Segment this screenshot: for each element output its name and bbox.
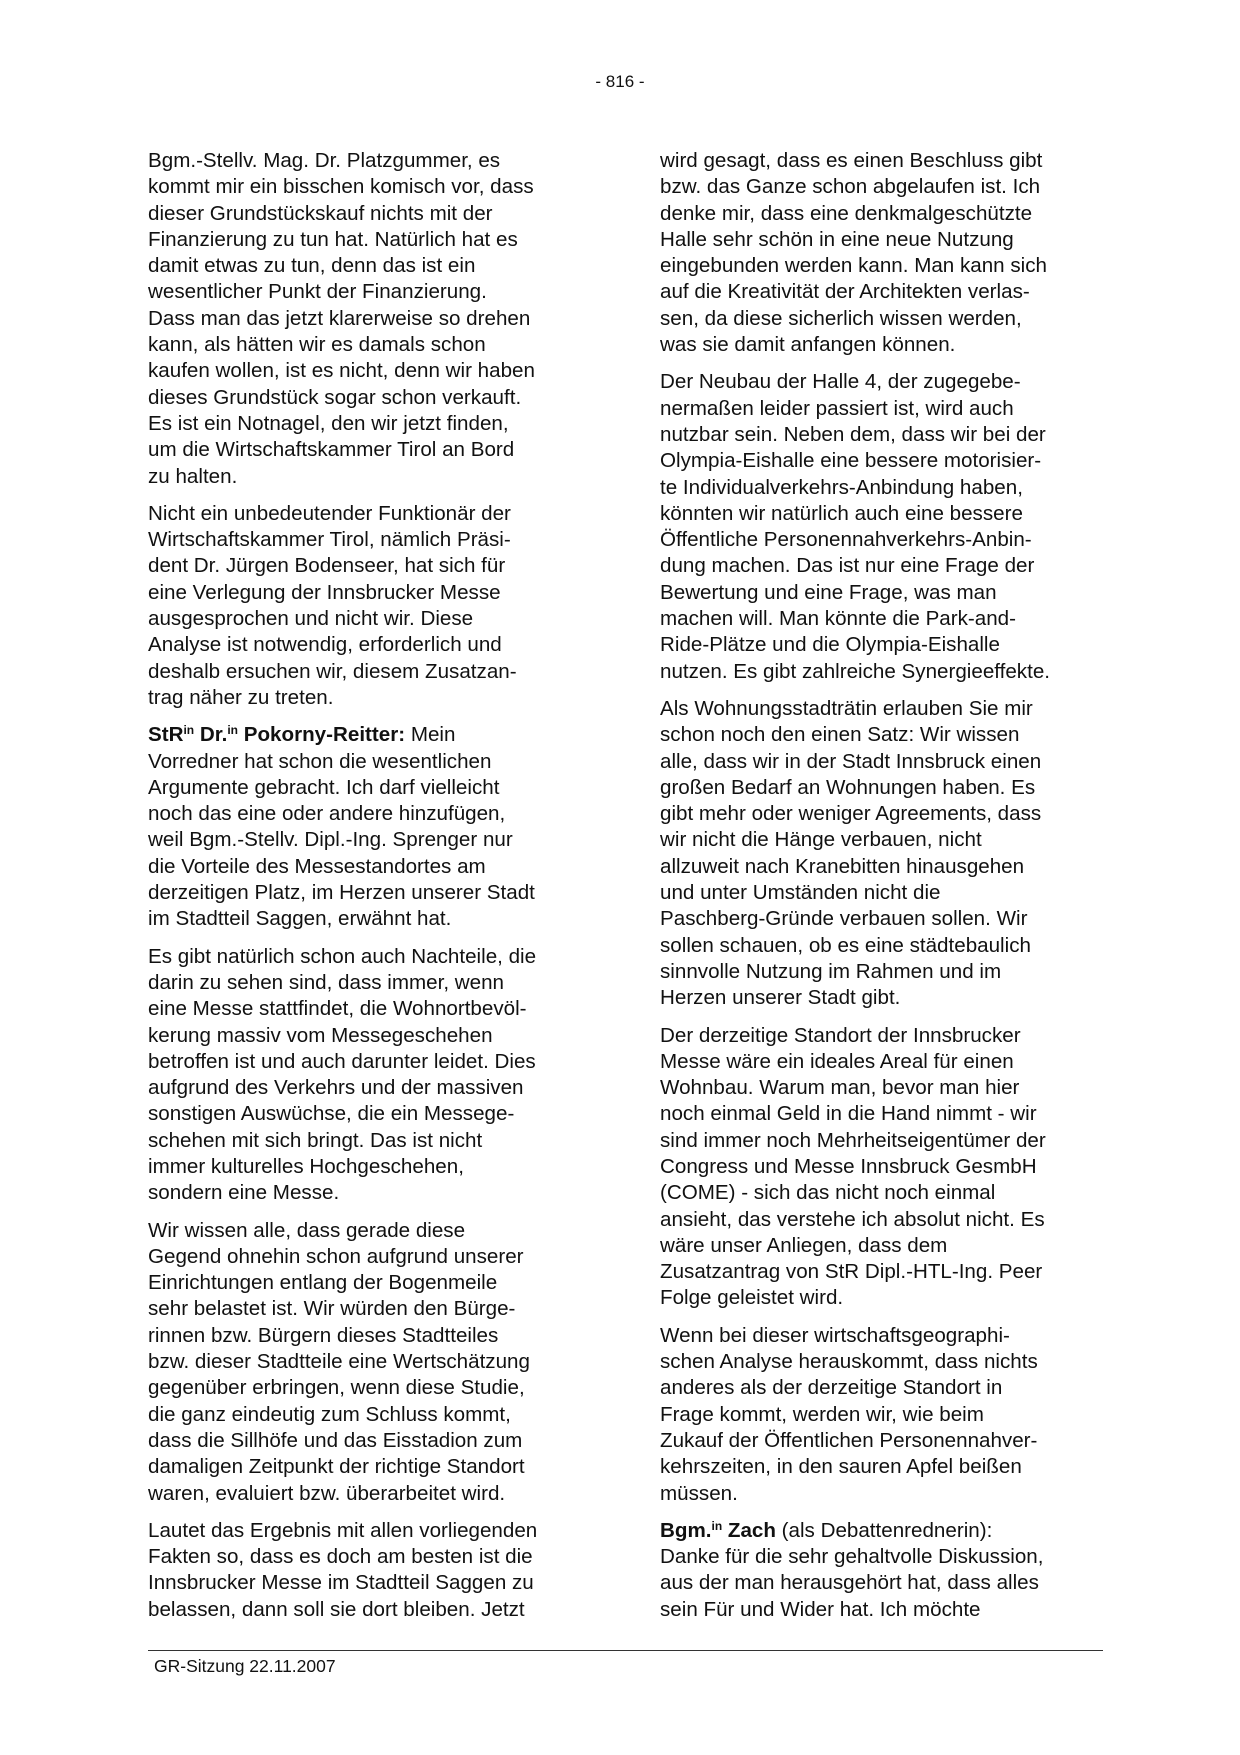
text-line: damaligen Zeitpunkt der richtige Standort [148, 1455, 525, 1479]
text-line: sein Für und Wider hat. Ich möchte [660, 1597, 981, 1621]
text-line: Gegend ohnehin schon aufgrund unserer [148, 1244, 524, 1268]
text-line: Es ist ein Notnagel, den wir jetzt finden, [148, 411, 509, 435]
text-line: noch das eine oder andere hinzufügen, [148, 802, 506, 826]
text-line: denke mir, dass eine denkmalgeschützte [660, 201, 1033, 225]
text-line: Lautet das Ergebnis mit allen vorliegenden [148, 1518, 538, 1542]
text-line: kommt mir ein bisschen komisch vor, dass [148, 175, 534, 199]
text-line: ansieht, das verstehe ich absolut nicht. Es [660, 1207, 1045, 1231]
text-line: Olympia-Eishalle eine bessere motorisier- [660, 449, 1042, 473]
text-line: und unter Umständen nicht die [660, 881, 941, 905]
speaker-name: StR$^{in}$ Dr.$^{in}$ Pokorny-Reitter: [148, 723, 406, 747]
page-number: - 816 - [595, 72, 645, 91]
text-line: machen will. Man könnte die Park-and- [660, 607, 1016, 631]
text-line: damit etwas zu tun, denn das ist ein [148, 254, 476, 278]
text-line: belassen, dann soll sie dort bleiben. Jetzt [148, 1597, 525, 1621]
paragraph [148, 1518, 588, 1623]
paragraph [148, 501, 588, 711]
speaker-line: StR$^{in}$ Dr.$^{in}$ Pokorny-Reitter: Mein [148, 723, 456, 747]
text-line: te Individualverkehrs-Anbindung haben, [660, 475, 1023, 499]
speaker-line: Bgm.$^{in}$ Zach (als Debattenrednerin): [660, 1518, 993, 1542]
text-line: Ride-Plätze und die Olympia-Eishalle [660, 633, 1000, 657]
text-line: Bewertung und eine Frage, was man [660, 580, 997, 604]
text-line: sind immer noch Mehrheitseigentümer der [660, 1128, 1046, 1152]
paragraph [660, 696, 1100, 1012]
text-line: sonstigen Auswüchse, die ein Messege- [148, 1102, 515, 1126]
footer-divider [148, 1650, 1103, 1651]
text-line: wir nicht die Hänge verbauen, nicht [660, 828, 982, 852]
text-line: wird gesagt, dass es einen Beschluss gibt [660, 149, 1043, 172]
text-line: sehr belastet ist. Wir würden den Bürge- [148, 1297, 516, 1321]
text-line: Analyse ist notwendig, erforderlich und [148, 633, 502, 657]
text-line: ausgesprochen und nicht wir. Diese [148, 607, 474, 631]
text-line: kehrszeiten, in den sauren Apfel beißen [660, 1455, 1022, 1479]
text-line: Zukauf der Öffentlichen Personennahver- [660, 1428, 1038, 1452]
text-line: gibt mehr oder weniger Agreements, dass [660, 802, 1042, 826]
text-line: im Stadtteil Saggen, erwähnt hat. [148, 907, 452, 931]
text-line: Der derzeitige Standort der Innsbrucker [660, 1023, 1021, 1047]
text-line: eine Messe stattfindet, die Wohnortbevöl- [148, 997, 527, 1021]
text-line: Danke für die sehr gehaltvolle Diskussion, [660, 1545, 1044, 1569]
text-line: nutzbar sein. Neben dem, dass wir bei der [660, 422, 1046, 446]
paragraph [148, 1218, 588, 1507]
text-line: darin zu sehen sind, dass immer, wenn [148, 970, 504, 994]
text-line: Fakten so, dass es doch am besten ist die [148, 1545, 533, 1569]
text-line: nermaßen leider passiert ist, wird auch [660, 396, 1014, 420]
text-line: sen, da diese sicherlich wissen werden, [660, 306, 1022, 330]
text-line: alle, dass wir in der Stadt Innsbruck einen [660, 749, 1042, 773]
text-line: dieses Grundstück sogar schon verkauft. [148, 385, 522, 409]
text-line: Zusatzantrag von StR Dipl.-HTL-Ing. Peer [660, 1260, 1043, 1284]
text-line: schehen mit sich bringt. Das ist nicht [148, 1128, 483, 1152]
text-line: dieser Grundstückskauf nichts mit der [148, 201, 493, 225]
text-line: betroffen ist und auch darunter leidet. Dies [148, 1049, 536, 1073]
right-column [660, 148, 1100, 1634]
text-line: wesentlicher Punkt der Finanzierung. [148, 280, 487, 304]
text-line: eingebunden werden kann. Man kann sich [660, 254, 1047, 278]
text-line: Öffentliche Personennahverkehrs-Anbin- [660, 528, 1032, 552]
text-line: Innsbrucker Messe im Stadtteil Saggen zu [148, 1571, 534, 1595]
speech-paragraph-pokorny-reitter [148, 722, 588, 932]
text-line: bzw. das Ganze schon abgelaufen ist. Ich [660, 175, 1041, 199]
text-line: dung machen. Das ist nur eine Frage der [660, 554, 1035, 578]
text-line: Halle sehr schön in eine neue Nutzung [660, 227, 1014, 251]
text-line: zu halten. [148, 464, 238, 488]
text-line: Paschberg-Gründe verbauen sollen. Wir [660, 907, 1028, 931]
text-line: Wirtschaftskammer Tirol, nämlich Präsi- [148, 528, 511, 552]
text-line: Argumente gebracht. Ich darf vielleicht [148, 775, 500, 799]
text-line: was sie damit anfangen können. [660, 333, 956, 357]
footer-session-date: GR-Sitzung 22.11.2007 [154, 1656, 336, 1676]
text-line: die ganz eindeutig zum Schluss kommt, [148, 1402, 511, 1426]
paragraph [148, 944, 588, 1207]
text-line: sondern eine Messe. [148, 1181, 340, 1205]
text-line: immer kulturelles Hochgeschehen, [148, 1154, 464, 1178]
text-line: großen Bedarf an Wohnungen haben. Es [660, 775, 1036, 799]
text-line: trag näher zu treten. [148, 685, 334, 709]
text-line: anderes als der derzeitige Standort in [660, 1376, 1003, 1400]
left-column [148, 148, 588, 1634]
paragraph [660, 148, 1100, 358]
text-line: die Vorteile des Messestandortes am [148, 854, 486, 878]
speech-paragraph-zach [660, 1518, 1100, 1623]
text-line: deshalb ersuchen wir, diesem Zusatzan- [148, 659, 517, 683]
text-line: wäre unser Anliegen, dass dem [660, 1233, 948, 1257]
text-line: sinnvolle Nutzung im Rahmen und im [660, 959, 1002, 983]
text-line: kerung massiv vom Messegeschehen [148, 1023, 493, 1047]
text-line: Folge geleistet wird. [660, 1286, 844, 1310]
text-line: Wenn bei dieser wirtschaftsgeographi- [660, 1323, 1010, 1347]
paragraph [660, 1023, 1100, 1312]
text-line: Es gibt natürlich schon auch Nachteile, die [148, 944, 537, 968]
text-line: noch einmal Geld in die Hand nimmt - wir [660, 1102, 1037, 1126]
paragraph [660, 1323, 1100, 1507]
paragraph [148, 148, 588, 490]
text-line: könnten wir natürlich auch eine bessere [660, 501, 1023, 525]
text-line: Frage kommt, werden wir, wie beim [660, 1402, 984, 1426]
text-line: Wir wissen alle, dass gerade diese [148, 1218, 466, 1242]
text-line: dent Dr. Jürgen Bodenseer, hat sich für [148, 554, 506, 578]
text-line: rinnen bzw. Bürgern dieses Stadtteiles [148, 1323, 499, 1347]
text-line: Dass man das jetzt klarerweise so drehen [148, 306, 531, 330]
speaker-name: Bgm.$^{in}$ Zach [660, 1518, 776, 1542]
text-line: sollen schauen, ob es eine städtebaulich [660, 933, 1031, 957]
text-line: eine Verlegung der Innsbrucker Messe [148, 580, 501, 604]
text-line: Nicht ein unbedeutender Funktionär der [148, 501, 511, 525]
text-line: Als Wohnungsstadträtin erlauben Sie mir [660, 696, 1033, 720]
text-line: aus der man herausgehört hat, dass alles [660, 1571, 1039, 1595]
text-line: weil Bgm.-Stellv. Dipl.-Ing. Sprenger nur [148, 828, 513, 852]
text-line: Der Neubau der Halle 4, der zugegebe- [660, 370, 1021, 394]
paragraph [660, 369, 1100, 685]
text-line: dass die Sillhöfe und das Eisstadion zum [148, 1428, 523, 1452]
text-line: allzuweit nach Kranebitten hinausgehen [660, 854, 1025, 878]
text-line: gegenüber erbringen, wenn diese Studie, [148, 1376, 525, 1400]
text-line: Bgm.-Stellv. Mag. Dr. Platzgummer, es [148, 149, 501, 172]
text-line: Messe wäre ein ideales Areal für einen [660, 1049, 1014, 1073]
text-line: Congress und Messe Innsbruck GesmbH [660, 1154, 1037, 1178]
text-line: um die Wirtschaftskammer Tirol an Bord [148, 438, 515, 462]
text-line: Vorredner hat schon die wesentlichen [148, 749, 492, 773]
text-line: nutzen. Es gibt zahlreiche Synergieeffekte. [660, 659, 1050, 683]
text-line: kann, als hätten wir es damals schon [148, 333, 486, 357]
text-line: waren, evaluiert bzw. überarbeitet wird. [148, 1481, 506, 1505]
text-line: bzw. dieser Stadtteile eine Wertschätzung [148, 1350, 530, 1374]
text-line: schen Analyse herauskommt, dass nichts [660, 1350, 1038, 1374]
text-line: Wohnbau. Warum man, bevor man hier [660, 1076, 1020, 1100]
text-line: Einrichtungen entlang der Bogenmeile [148, 1271, 498, 1295]
text-line: kaufen wollen, ist es nicht, denn wir haben [148, 359, 535, 383]
text-line: Finanzierung zu tun hat. Natürlich hat es [148, 227, 518, 251]
text-line: müssen. [660, 1481, 738, 1505]
text-line: aufgrund des Verkehrs und der massiven [148, 1076, 524, 1100]
text-line: (COME) - sich das nicht noch einmal [660, 1181, 996, 1205]
text-line: schon noch den einen Satz: Wir wissen [660, 723, 1020, 747]
text-line: Herzen unserer Stadt gibt. [660, 986, 901, 1010]
text-line: auf die Kreativität der Architekten verlas- [660, 280, 1030, 304]
text-line: derzeitigen Platz, im Herzen unserer Stadt [148, 881, 535, 905]
